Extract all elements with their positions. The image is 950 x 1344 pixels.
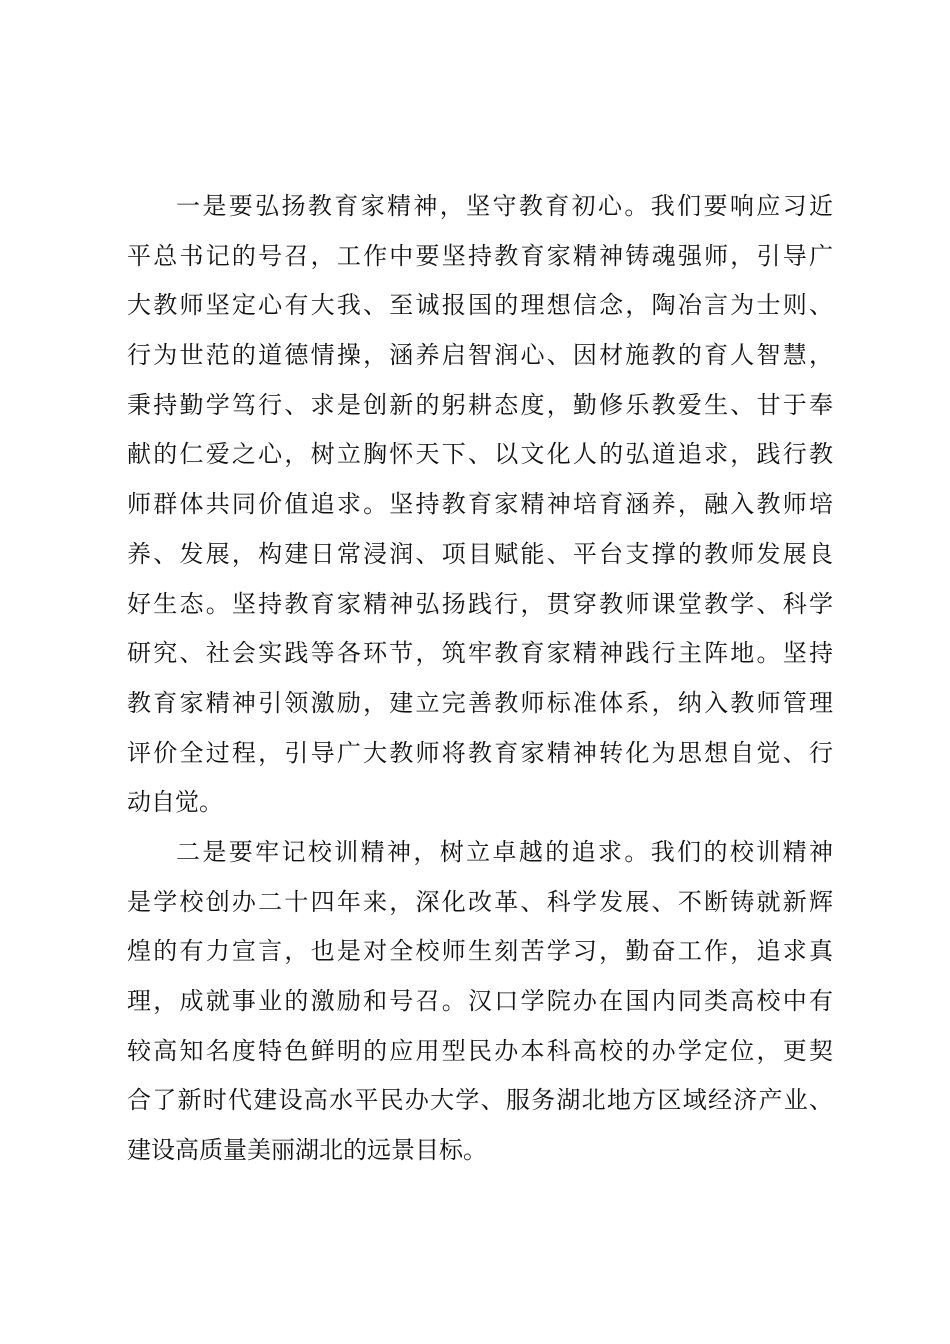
paragraph-line: 较高知名度特色鲜明的应用型民办本科高校的办学定位，更契 <box>127 1036 833 1065</box>
paragraph-line: 二是要牢记校训精神，树立卓越的追求。我们的校训精神 <box>176 837 833 866</box>
paragraph-line: 行为世范的道德情操，涵养启智润心、因材施教的育人智慧， <box>127 341 833 370</box>
paragraph-line: 平总书记的号召，工作中要坚持教育家精神铸魂强师，引导广 <box>127 241 833 270</box>
paragraph-line: 大教师坚定心有大我、至诚报国的理想信念，陶冶言为士则、 <box>127 291 833 320</box>
paragraph-line: 动自觉。 <box>127 788 223 817</box>
paragraph-line: 秉持勤学笃行、求是创新的躬耕态度，勤修乐教爱生、甘于奉 <box>127 390 833 419</box>
paragraph-line: 一是要弘扬教育家精神，坚守教育初心。我们要响应习近 <box>176 192 833 220</box>
paragraph-line: 献的仁爱之心，树立胸怀天下、以文化人的弘道追求，践行教 <box>127 440 833 469</box>
paragraph-line: 煌的有力宣言，也是对全校师生刻苦学习，勤奋工作，追求真 <box>127 937 833 966</box>
paragraph-2 <box>127 828 833 1176</box>
paragraph-line: 师群体共同价值追求。坚持教育家精神培育涵养，融入教师培 <box>127 490 833 519</box>
paragraph-line: 是学校创办二十四年来，深化改革、科学发展、不断铸就新辉 <box>127 887 833 916</box>
paragraph-line: 建设高质量美丽湖北的远景目标。 <box>127 1136 487 1165</box>
paragraph-line: 评价全过程，引导广大教师将教育家精神转化为思想自觉、行 <box>127 738 833 767</box>
paragraph-line: 合了新时代建设高水平民办大学、服务湖北地方区域经济产业、 <box>127 1086 833 1115</box>
paragraph-line: 研究、社会实践等各环节，筑牢教育家精神践行主阵地。坚持 <box>127 639 833 668</box>
paragraph-line: 理，成就事业的激励和号召。汉口学院办在国内同类高校中有 <box>127 987 833 1015</box>
paragraph-line: 教育家精神引领激励，建立完善教师标准体系，纳入教师管理 <box>127 688 833 717</box>
paragraph-1 <box>127 182 833 828</box>
document-body <box>127 182 833 1176</box>
paragraph-line: 好生态。坚持教育家精神弘扬践行，贯穿教师课堂教学、科学 <box>127 589 833 618</box>
paragraph-line: 养、发展，构建日常浸润、项目赋能、平台支撑的教师发展良 <box>127 539 833 568</box>
